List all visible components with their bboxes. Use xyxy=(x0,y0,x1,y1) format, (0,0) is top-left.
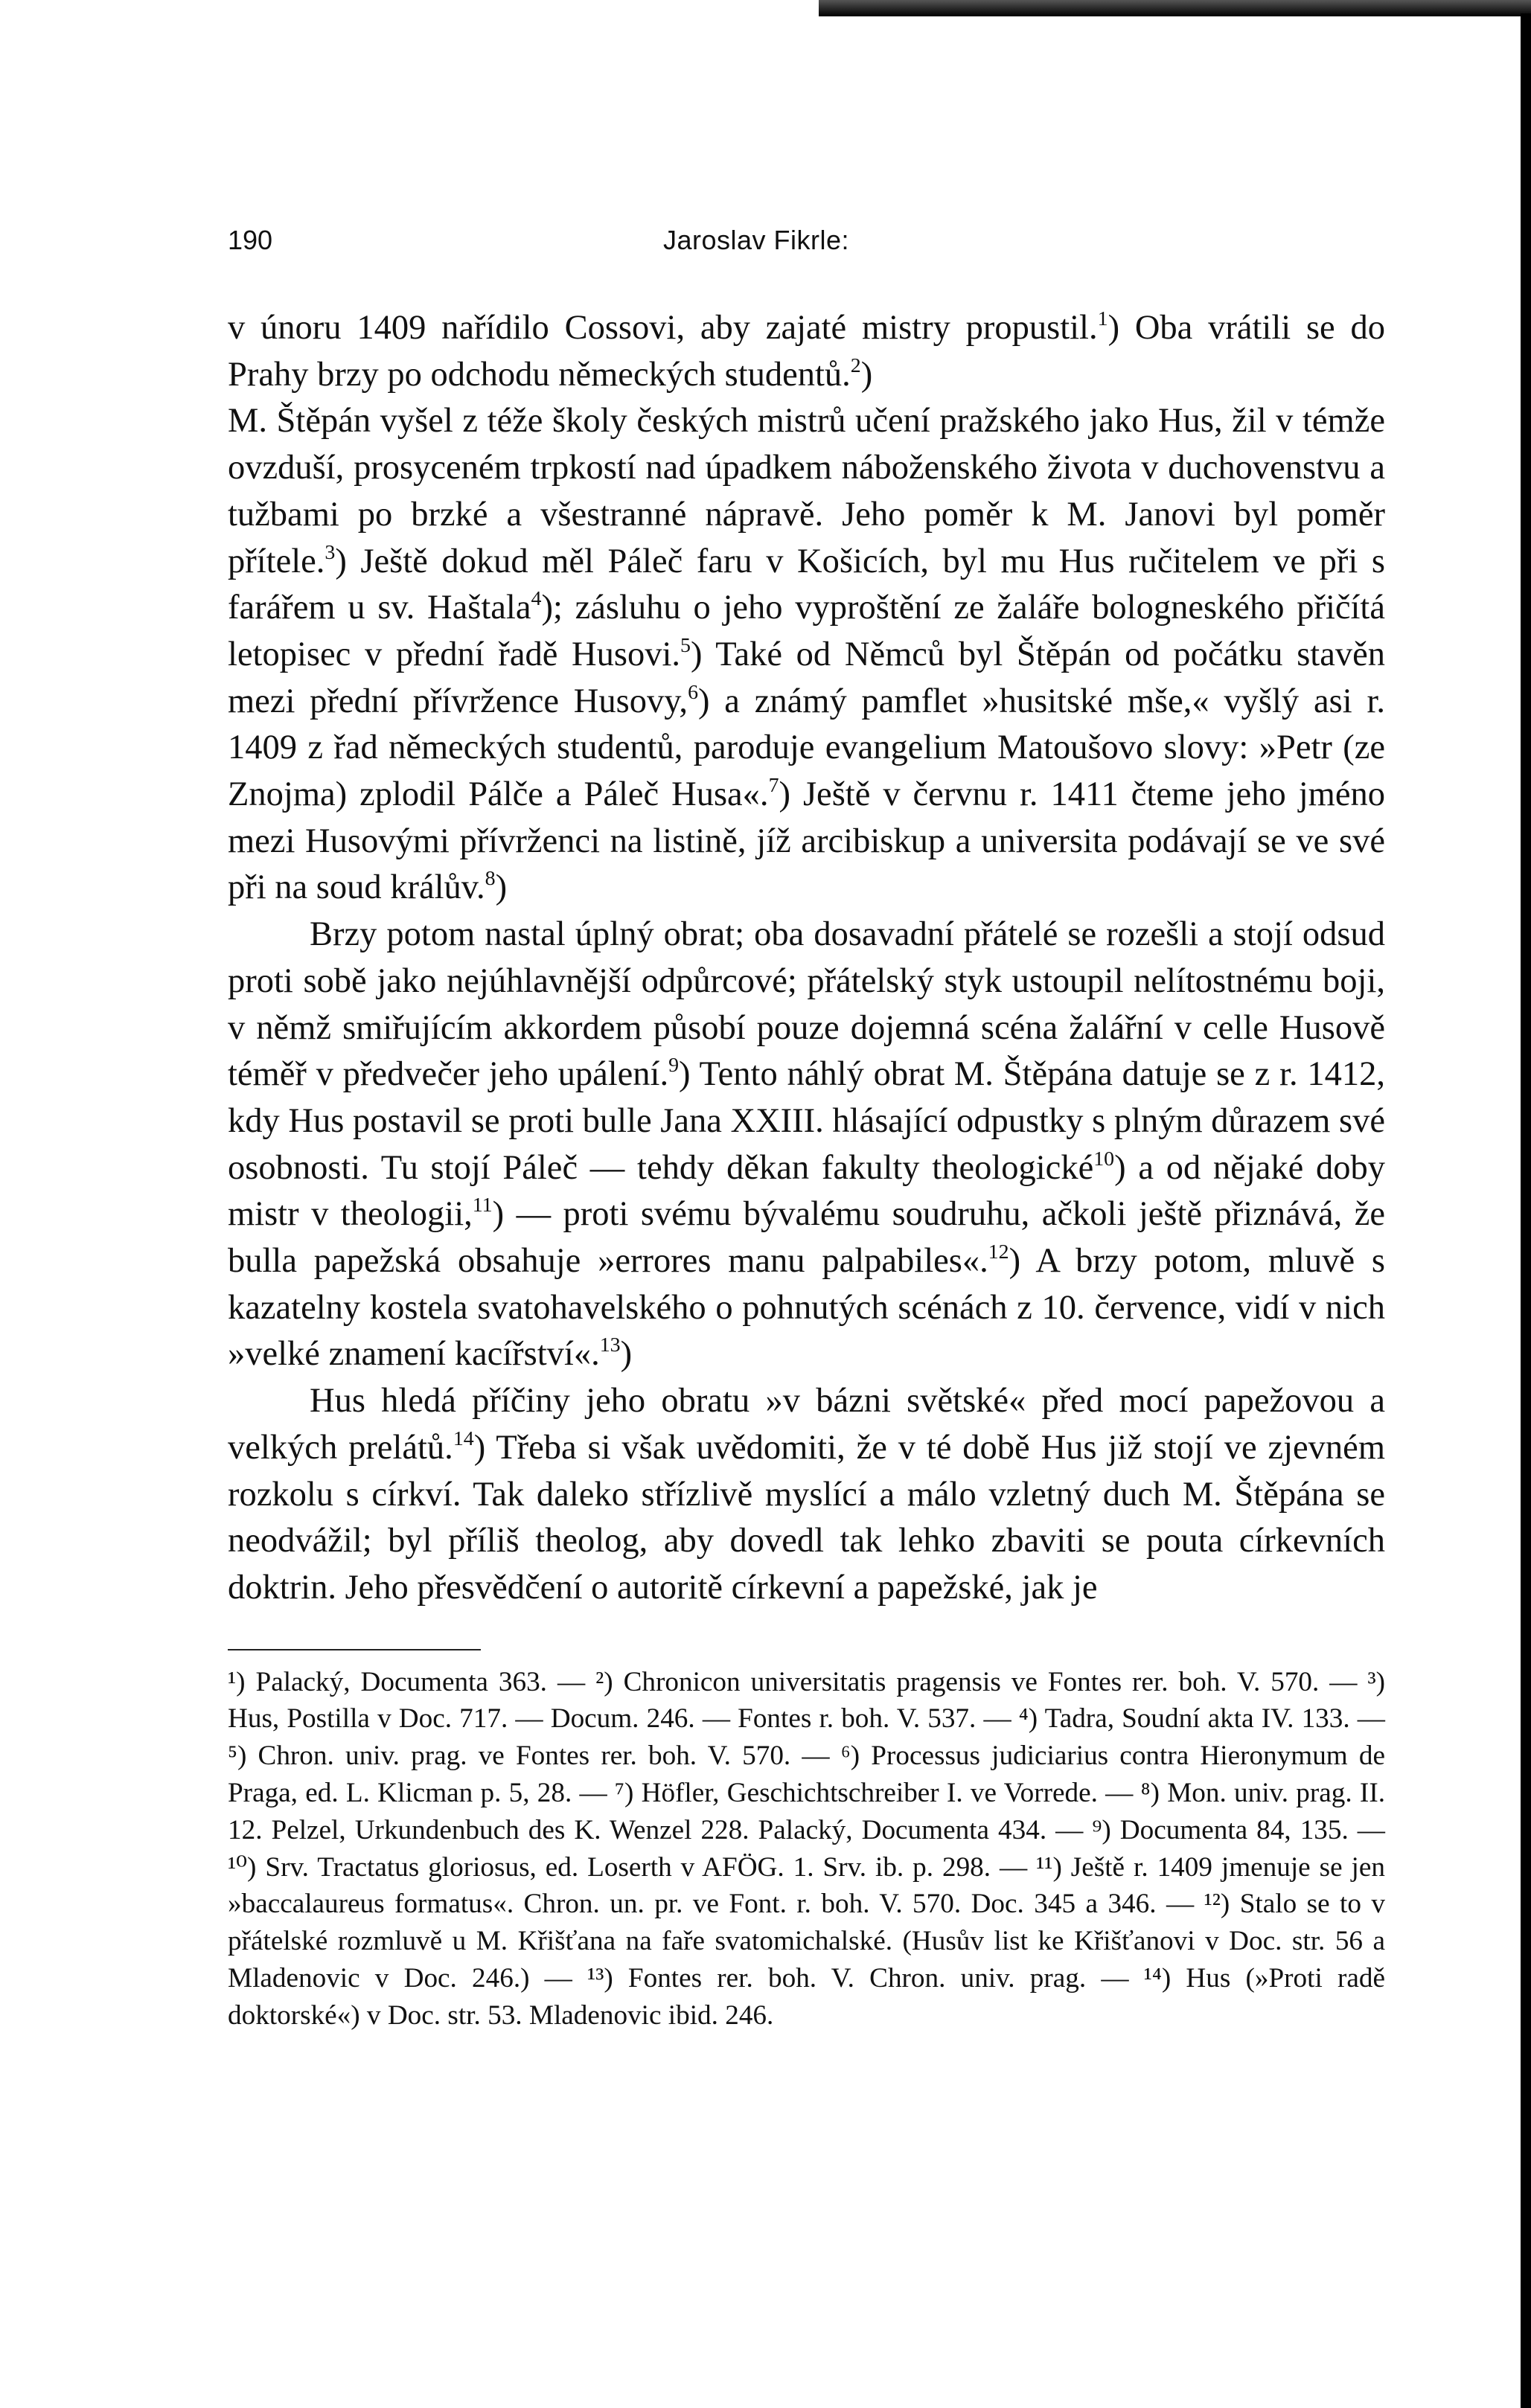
footnote-ref: 8 xyxy=(485,867,496,891)
footnote-ref: 5 xyxy=(680,633,691,657)
paragraph xyxy=(228,305,1385,398)
text-run: ) a známý pamflet »husitské mše,« vyšlý asi r. 1409 z řad německých studentů, paroduje evangelium Matoušovo slovy: »Petr (ze Znojma) zplodil Pálče a Páleč Husa«. xyxy=(228,682,1385,814)
footnote-separator xyxy=(228,1649,481,1650)
footnote-ref: 9 xyxy=(668,1054,680,1077)
text-run: Brzy potom nastal úplný obrat; oba dosavadní přátelé se rozešli a stojí odsud proti sobě jako nejúhlavnější odpůrcové; přátelský styk ustoupil nelítostnému boji, v němž smiřujícím akkordem působí pouze dojemná scéna žalářní v celle Husově téměř v předvečer jeho upálení. xyxy=(228,915,1385,1094)
footnote-ref: 7 xyxy=(768,773,779,797)
main-text xyxy=(228,305,1385,1612)
footnote-ref: 11 xyxy=(472,1194,493,1217)
footnote-text: ¹) Palacký, Documenta 363. — ²) Chronicon universitatis pragensis ve Fontes rer. boh. V. 570. — ³) Hus, Postilla v Doc. 717. — Docum. 246. — Fontes r. boh. V. 537. — ⁴) Tadra, Soudní akta IV. 133. — ⁵) Chron. univ. prag. ve Fontes rer. boh. V. 570. — ⁶) Processus judiciarius contra Hieronymum de Praga, ed. L. Klicman p. 5, 28. — ⁷) Höfler, Geschichtschreiber I. ve Vorrede. — ⁸) Mon. univ. prag. II. 12. Pelzel, Urkundenbuch des K. Wenzel 228. Palacký, Documenta 434. — ⁹) Documenta 84, 135. — ¹⁰) Srv. Tractatus gloriosus, ed. Loserth v AFÖG. 1. Srv. ib. p. 298. — ¹¹) Ještě r. 1409 jmenuje se jen »baccalaureus formatus«. Chron. un. pr. ve Font. r. boh. V. 570. Doc. 345 a 346. — ¹²) Stalo se to v přátelské rozmluvě u M. Křišťana na faře svatomichalské. (Husův list ke Křišťanovi v Doc. str. 56 a Mladenovic v Doc. 246.) — ¹³) Fontes rer. boh. V. Chron. univ. prag. — ¹⁴) Hus (»Proti radě doktorské«) v Doc. str. 53. Mladenovic ibid. 246. xyxy=(228,1666,1385,2031)
footnote-ref: 14 xyxy=(453,1426,474,1450)
text-run: Hus hledá příčiny jeho obratu »v bázni světské« před mocí papežovou a velkých prelátů. xyxy=(228,1382,1385,1467)
text-run: ) Ještě dokud měl Páleč faru v Košicích, byl mu Hus ručitelem ve při s farářem u sv. Haštala xyxy=(228,542,1385,627)
text-run: ) A brzy potom, mluvě s kazatelny kostela svatohavelského o pohnutých scénách z 10. července, vidí v nich »velké znamení kacířství«. xyxy=(228,1242,1385,1374)
text-run: ) xyxy=(620,1335,633,1374)
footnote-ref: 3 xyxy=(325,540,336,564)
text-run: ) — proti svému bývalému soudruhu, ačkoli ještě přiznává, že bulla papežská obsahuje »errores manu palpabiles«. xyxy=(228,1195,1386,1281)
running-header xyxy=(228,216,1385,260)
text-run: ) Také od Němců byl Štěpán od počátku stavěn mezi přední přívržence Husovy, xyxy=(228,635,1386,720)
paragraph xyxy=(228,1378,1385,1612)
page-number: 190 xyxy=(228,225,273,255)
text-run: ) xyxy=(860,355,873,394)
footnote-ref: 13 xyxy=(599,1333,621,1357)
footnote-ref: 6 xyxy=(688,680,699,704)
text-run: ) Třeba si však uvědomiti, že v té době Hus již stojí ve zjevném rozkolu s církví. Tak daleko střízlivě myslící a málo vzletný duch M. Štěpána se neodvážil; byl příliš theolog, aby dovedl tak lehko zbaviti se pouta církevních doktrin. Jeho přesvědčení o autoritě církevní a papežské, jak je xyxy=(228,1428,1385,1607)
footnotes xyxy=(228,1664,1385,2034)
text-run: ) xyxy=(495,868,508,907)
running-title: Jaroslav Fikrle: xyxy=(663,225,850,255)
footnote-ref: 1 xyxy=(1097,307,1108,330)
text-run: ) Ještě v červnu r. 1411 čteme jeho jméno mezi Husovými přívrženci na listině, jíž arcibiskup a universita podávají se ve své při na soud králův. xyxy=(228,775,1385,907)
scan-top-edge xyxy=(819,0,1531,16)
text-run: v únoru 1409 nařídilo Cossovi, aby zajaté mistry propustil. xyxy=(228,309,1098,347)
paragraph xyxy=(228,912,1385,1378)
footnote-ref: 12 xyxy=(988,1240,1009,1264)
text-run: ); zásluhu o jeho vyproštění ze žaláře bologneského přičítá letopisec v přední řadě Husovi. xyxy=(228,589,1385,673)
footnote-ref: 10 xyxy=(1093,1147,1115,1171)
paragraph xyxy=(228,398,1385,912)
text-run: ) Tento náhlý obrat M. Štěpána datuje se z r. 1412, kdy Hus postavil se proti bulle Jana XXIII. hlásající odpustky s plným důrazem své osobnosti. Tu stojí Páleč — tehdy děkan fakulty theologické xyxy=(228,1055,1385,1187)
text-run: ) Oba vrátili se do Prahy brzy po odchodu německých studentů. xyxy=(228,309,1386,394)
scan-right-edge xyxy=(1521,13,1531,2408)
footnote-ref: 4 xyxy=(531,587,542,611)
footnote-ref: 2 xyxy=(850,353,861,377)
text-run: M. Štěpán vyšel z téže školy českých mistrů učení pražského jako Hus, žil v témže ovzduší, prosyceném trpkostí nad úpadkem náboženského života v duchovenstvu a tužbami po brzké a všestranné nápravě. Jeho poměr k M. Janovi byl poměr přítele. xyxy=(228,402,1385,580)
text-run: ) a od nějaké doby mistr v theologii, xyxy=(228,1148,1385,1234)
book-page xyxy=(228,216,1385,2034)
